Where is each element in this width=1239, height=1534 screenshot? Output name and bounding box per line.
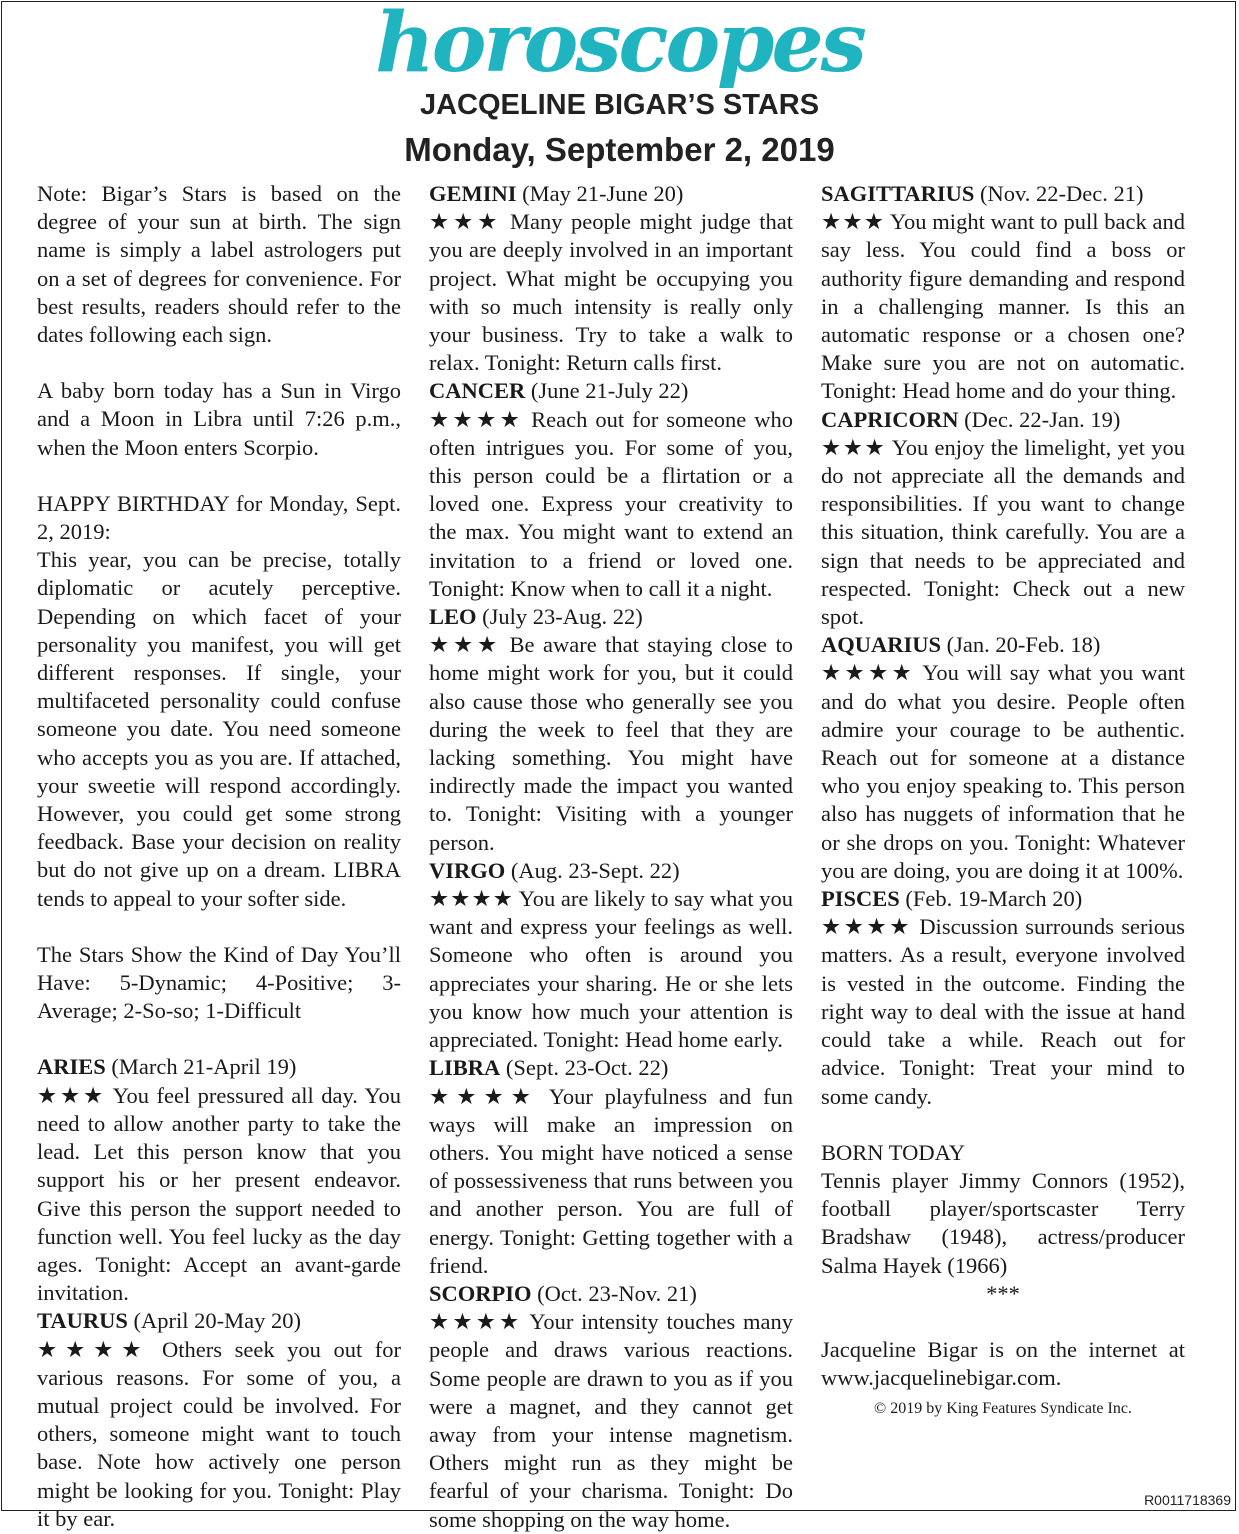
- sign-dates: (Oct. 23-Nov. 21): [537, 1281, 697, 1306]
- birthday-text: This year, you can be precise, totally diplomatic or acutely perceptive. Depending on which facet of your personality you manifest, you will get different responses. If single, your multifaceted personality could confuse someone you date. You need someone who accepts you as you are. If attached, your sweetie will respond accordingly. However, you could get some strong feedback. Base your decision on reality but do not give up on a dream. LIBRA tends to appeal to your softer side.: [37, 546, 401, 913]
- star-rating: ★★★★: [429, 1309, 522, 1334]
- born-today-heading: BORN TODAY: [821, 1139, 1185, 1167]
- sign-entry-leo: [429, 603, 793, 631]
- sign-entry-sagittarius: [821, 180, 1185, 208]
- sign-dates: (Jan. 20-Feb. 18): [947, 632, 1101, 657]
- baby-born-today: A baby born today has a Sun in Virgo and a Moon in Libra until 7:26 p.m., when the Moon enters Scorpio.: [37, 377, 401, 462]
- sign-dates: (June 21-July 22): [531, 378, 688, 403]
- star-rating: ★★★★: [821, 914, 912, 939]
- sign-entry-pisces: [821, 885, 1185, 913]
- sign-dates: (Nov. 22-Dec. 21): [980, 181, 1144, 206]
- sign-body-libra: [429, 1083, 793, 1280]
- star-rating: ★★★: [429, 632, 501, 657]
- star-rating: ★★★: [821, 209, 885, 234]
- sign-name: GEMINI: [429, 181, 517, 206]
- sign-body-aquarius: [821, 659, 1185, 885]
- sign-name: AQUARIUS: [821, 632, 941, 657]
- website-note: Jacqueline Bigar is on the internet at www.jacquelinebigar.com.: [821, 1336, 1185, 1392]
- star-rating: ★★★★: [429, 1084, 538, 1109]
- sign-text: You will say what you want and do what you desire. People often admire your courage to be authentic. Reach out for someone at a distance who you enjoy speaking to. This person also has nuggets of information that he or she drops on you. Tonight: Whatever you are doing, you are doing it at 100%.: [821, 660, 1185, 882]
- sign-name: CAPRICORN: [821, 407, 959, 432]
- sign-entry-libra: [429, 1054, 793, 1082]
- sign-dates: (May 21-June 20): [522, 181, 683, 206]
- sign-entry-capricorn: [821, 406, 1185, 434]
- byline: JACQELINE BIGAR’S STARS: [0, 88, 1239, 122]
- sign-entry-aquarius: [821, 631, 1185, 659]
- birthday-heading: HAPPY BIRTHDAY for Monday, Sept. 2, 2019:: [37, 490, 401, 546]
- sign-entry-scorpio: [429, 1280, 793, 1308]
- sign-name: CANCER: [429, 378, 525, 403]
- sign-body-aries: [37, 1082, 401, 1308]
- sign-entry-cancer: [429, 377, 793, 405]
- sign-text: Discussion surrounds serious matters. As a result, everyone involved is vested in the outcome. Finding the right way to deal with the issue at hand could take a while. Reach out for advice. Tonight: Treat your mind to some candy.: [821, 914, 1185, 1108]
- publication-date: Monday, September 2, 2019: [0, 131, 1239, 169]
- copyright: © 2019 by King Features Syndicate Inc.: [821, 1396, 1185, 1422]
- sign-text: You are likely to say what you want and express your feelings as well. Someone who often is around you appreciates your sharing. He or she lets you know how much your attention is appreciated. Tonight: Head home early.: [429, 886, 793, 1052]
- sign-text: Others seek you out for various reasons. For some of you, a mutual project could be involved. For others, someone might want to touch base. Note how actively one person might be looking for you. Tonight: Play it by ear.: [37, 1337, 401, 1531]
- sign-dates: (March 21-April 19): [111, 1054, 296, 1079]
- sign-text: Reach out for someone who often intrigues you. For some of you, this person could be a flirtation or a loved one. Express your creativity to the max. You might want to extend an invitation to a friend or loved one. Tonight: Know when to call it a night.: [429, 407, 793, 601]
- sign-entry-taurus: [37, 1307, 401, 1335]
- sign-dates: (Feb. 19-March 20): [905, 886, 1082, 911]
- horoscopes-logo: horoscopes: [0, 0, 1239, 86]
- star-rating: ★★★★: [37, 1337, 149, 1362]
- sign-text: You might want to pull back and say less. You could find a boss or authority figure demanding and respond in a challenging manner. Is this an automatic response or a chosen one? Make sure you are not on automatic. Tonight: Head home and do your thing.: [821, 209, 1185, 403]
- sign-name: PISCES: [821, 886, 900, 911]
- sign-dates: (Sept. 23-Oct. 22): [506, 1055, 668, 1080]
- sign-entry-virgo: [429, 857, 793, 885]
- sign-entry-gemini: [429, 180, 793, 208]
- sign-body-gemini: [429, 208, 793, 377]
- sign-body-leo: [429, 631, 793, 857]
- intro-note: Note: Bigar’s Stars is based on the degree of your sun at birth. The sign name is simply a label astrologers put on a set of degrees for convenience. For best results, readers should refer to the dates following each sign.: [37, 180, 401, 349]
- reference-code: R0011718369: [1144, 1492, 1231, 1508]
- sign-body-cancer: [429, 406, 793, 603]
- column-2: [429, 180, 793, 1534]
- star-rating: ★★★: [429, 209, 501, 234]
- sign-body-taurus: [37, 1336, 401, 1533]
- star-rating: ★★★: [37, 1083, 106, 1108]
- sign-text: Your playfulness and fun ways will make an impression on others. You might have noticed a sense of possessiveness that runs between you and another person. You are full of energy. Tonight: Getting together with a friend.: [429, 1084, 793, 1278]
- sign-entry-aries: [37, 1053, 401, 1081]
- sign-body-virgo: [429, 885, 793, 1054]
- sign-body-capricorn: [821, 434, 1185, 631]
- column-1: [37, 180, 401, 1533]
- separator: ***: [821, 1280, 1185, 1308]
- stars-legend: The Stars Show the Kind of Day You’ll Have: 5-Dynamic; 4-Positive; 3-Average; 2-So-so; 1-Difficult: [37, 941, 401, 1026]
- star-rating: ★★★★: [429, 886, 514, 911]
- sign-dates: (Aug. 23-Sept. 22): [511, 858, 680, 883]
- sign-text: You enjoy the limelight, yet you do not appreciate all the demands and responsibilities. If you want to change this situation, think carefully. You are a sign that needs to be appreciated and respected. Tonight: Check out a new spot.: [821, 435, 1185, 629]
- star-rating: ★★★★: [821, 660, 915, 685]
- sign-body-scorpio: [429, 1308, 793, 1534]
- sign-dates: (April 20-May 20): [133, 1308, 300, 1333]
- star-rating: ★★★: [821, 435, 886, 460]
- sign-body-pisces: [821, 913, 1185, 1110]
- born-today-text: Tennis player Jimmy Connors (1952), football player/sportscaster Terry Bradshaw (1948), actress/producer Salma Hayek (1966): [821, 1167, 1185, 1280]
- sign-name: SCORPIO: [429, 1281, 532, 1306]
- sign-dates: (July 23-Aug. 22): [482, 604, 643, 629]
- star-rating: ★★★★: [429, 407, 523, 432]
- sign-dates: (Dec. 22-Jan. 19): [964, 407, 1120, 432]
- sign-name: SAGITTARIUS: [821, 181, 974, 206]
- sign-name: TAURUS: [37, 1308, 128, 1333]
- column-3: [821, 180, 1185, 1422]
- sign-text: Be aware that staying close to home might work for you, but it could also cause those who generally see you during the week to feel that they are lacking something. You might have indirectly made the impact you wanted to. Tonight: Visiting with a younger person.: [429, 632, 793, 854]
- sign-name: LIBRA: [429, 1055, 500, 1080]
- sign-name: LEO: [429, 604, 477, 629]
- sign-name: VIRGO: [429, 858, 505, 883]
- sign-text: Your intensity touches many people and draws various reactions. Some people are drawn to you as if you were a magnet, and they cannot get away from your intense magnetism. Others might run as they might be fearful of your charisma. Tonight: Do some shopping on the way home.: [429, 1309, 793, 1531]
- sign-body-sagittarius: [821, 208, 1185, 405]
- sign-text: Many people might judge that you are deeply involved in an important project. What might be occupying you with so much intensity is really only your business. Try to take a walk to relax. Tonight: Return calls first.: [429, 209, 793, 375]
- sign-text: You feel pressured all day. You need to allow another party to take the lead. Let this person know that you support his or her present endeavor. Give this person the support needed to function well. You feel lucky as the day ages. Tonight: Accept an avant-garde invitation.: [37, 1083, 401, 1305]
- sign-name: ARIES: [37, 1054, 106, 1079]
